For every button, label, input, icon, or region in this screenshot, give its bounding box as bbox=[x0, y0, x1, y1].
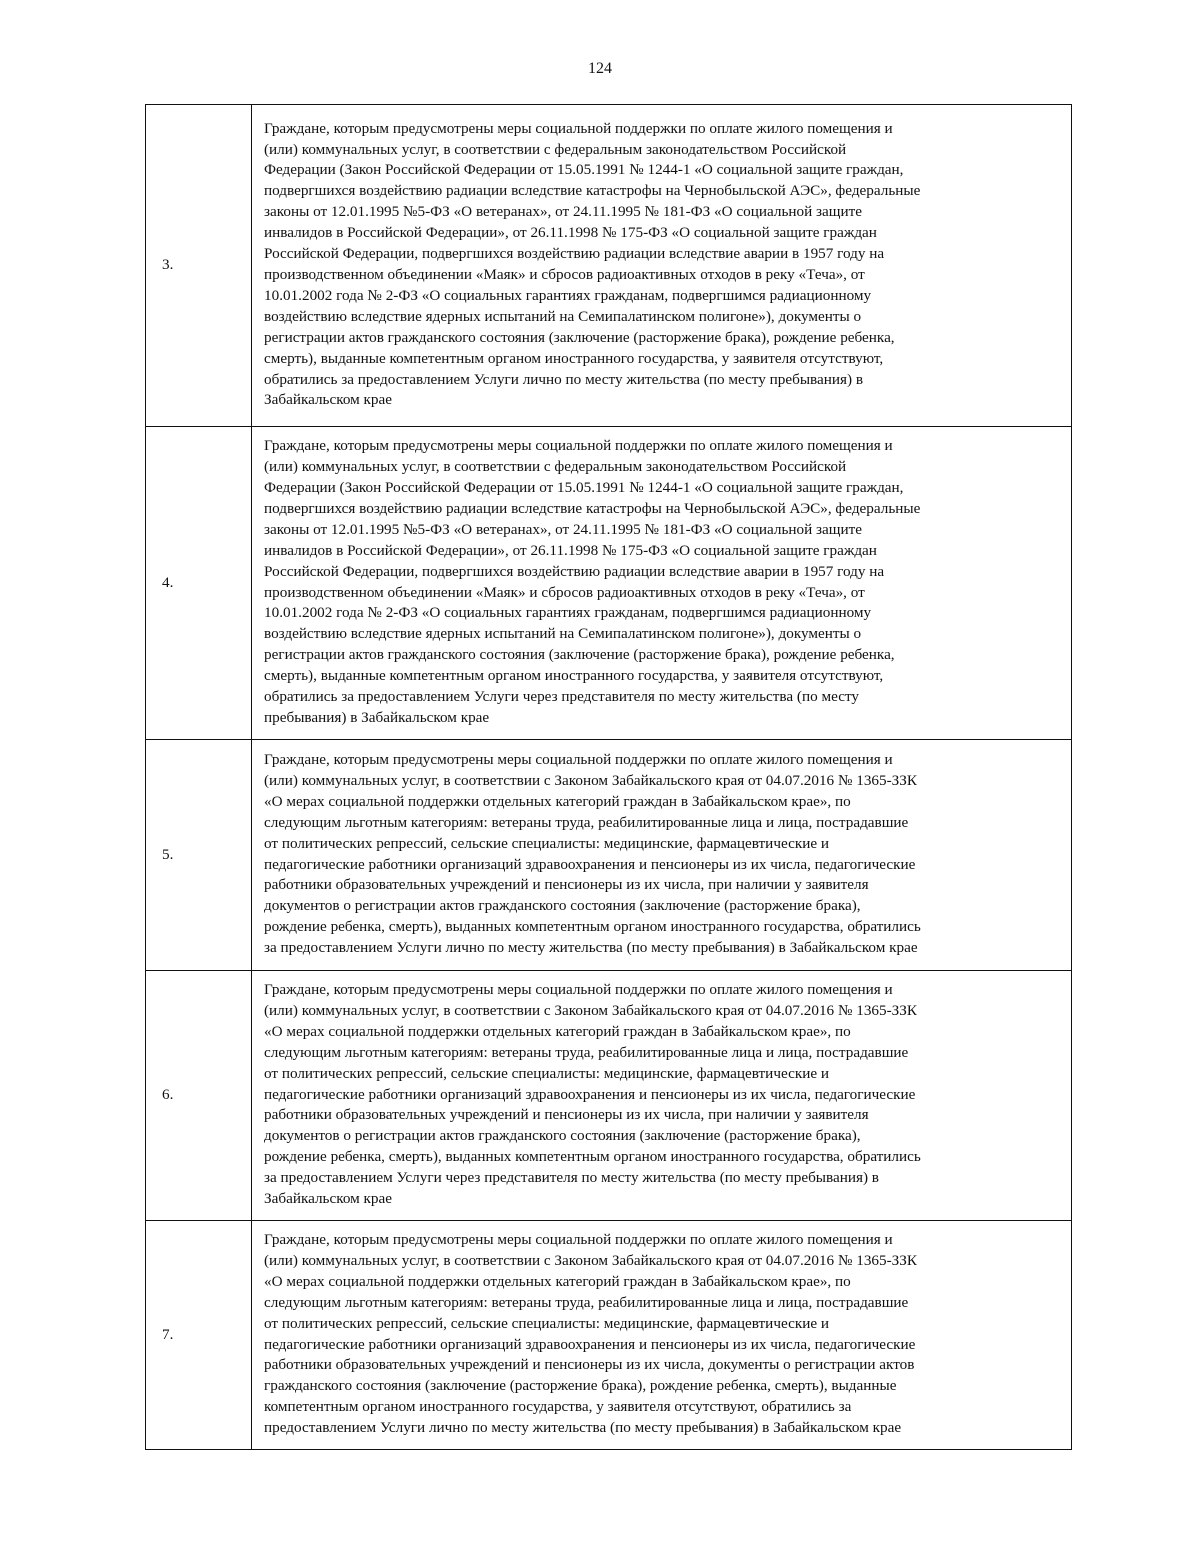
description-line: следующим льготным категориям: ветераны труда, реабилитированные лица и лица, пострадавшие bbox=[264, 1043, 909, 1061]
description-line: 10.01.2002 года № 2-ФЗ «О социальных гарантиях гражданам, подвергшимся радиационному bbox=[264, 604, 872, 622]
table-row bbox=[146, 740, 1072, 971]
description-line: рождение ребенка, смерть), выданных компетентным органом иностранного государства, обратились bbox=[264, 918, 921, 936]
description-line: работники образовательных учреждений и пенсионеры из их числа, при наличии у заявителя bbox=[264, 1106, 869, 1124]
description-line: инвалидов в Российской Федерации», от 26.11.1998 № 175-ФЗ «О социальной защите граждан bbox=[264, 541, 877, 559]
categories-table bbox=[145, 104, 1072, 1450]
description-line: инвалидов в Российской Федерации», от 26.11.1998 № 175-ФЗ «О социальной защите граждан bbox=[264, 224, 877, 242]
description-line: «О мерах социальной поддержки отдельных категорий граждан в Забайкальском крае», по bbox=[264, 1022, 851, 1040]
description-line: пребывания) в Забайкальском крае bbox=[264, 708, 490, 726]
description-line: рождение ребенка, смерть), выданных компетентным органом иностранного государства, обратились bbox=[264, 1148, 921, 1166]
description-line: компетентным органом иностранного государства, у заявителя отсутствуют, обратились за bbox=[264, 1398, 852, 1416]
description-line: педагогические работники организаций здравоохранения и пенсионеры из их числа, педагогические bbox=[264, 1085, 916, 1103]
description-line: педагогические работники организаций здравоохранения и пенсионеры из их числа, педагогические bbox=[264, 855, 916, 873]
description-line: Граждане, которым предусмотрены меры социальной поддержки по оплате жилого помещения и bbox=[264, 981, 893, 999]
description-line: Российской Федерации, подвергшихся воздействию радиации вследствие аварии в 1957 году на bbox=[264, 245, 885, 263]
row-description bbox=[252, 1221, 1072, 1450]
table-row bbox=[146, 427, 1072, 740]
description-line: 10.01.2002 года № 2-ФЗ «О социальных гарантиях гражданам, подвергшимся радиационному bbox=[264, 286, 872, 304]
description-line: Федерации (Закон Российской Федерации от 15.05.1991 № 1244-1 «О социальной защите граждан, bbox=[264, 161, 904, 179]
description-line: Граждане, которым предусмотрены меры социальной поддержки по оплате жилого помещения и bbox=[264, 437, 893, 455]
description-line: производственном объединении «Маяк» и сбросов радиоактивных отходов в реку «Теча», от bbox=[264, 583, 865, 601]
description-line: педагогические работники организаций здравоохранения и пенсионеры из их числа, педагогические bbox=[264, 1335, 916, 1353]
row-number: 5. bbox=[146, 740, 252, 971]
description-line: воздействию вследствие ядерных испытаний на Семипалатинском полигоне»), документы о bbox=[264, 625, 862, 643]
description-line: Федерации (Закон Российской Федерации от 15.05.1991 № 1244-1 «О социальной защите граждан, bbox=[264, 478, 904, 496]
table-row bbox=[146, 1221, 1072, 1450]
description-line: «О мерах социальной поддержки отдельных категорий граждан в Забайкальском крае», по bbox=[264, 1272, 851, 1290]
page-number: 124 bbox=[588, 60, 612, 77]
description-line: (или) коммунальных услуг, в соответствии с федеральным законодательством Российской bbox=[264, 140, 847, 158]
table-row bbox=[146, 105, 1072, 427]
description-line: следующим льготным категориям: ветераны труда, реабилитированные лица и лица, пострадавшие bbox=[264, 813, 909, 831]
description-line: «О мерах социальной поддержки отдельных категорий граждан в Забайкальском крае», по bbox=[264, 792, 851, 810]
description-line: подвергшихся воздействию радиации вследствие катастрофы на Чернобыльской АЭС», федеральные bbox=[264, 499, 921, 517]
description-line: производственном объединении «Маяк» и сбросов радиоактивных отходов в реку «Теча», от bbox=[264, 266, 865, 283]
description-line: Забайкальском крае bbox=[264, 391, 392, 409]
description-line: Граждане, которым предусмотрены меры социальной поддержки по оплате жилого помещения и bbox=[264, 119, 893, 137]
description-line: за предоставлением Услуги лично по месту жительства (по месту пребывания) в Забайкальском крае bbox=[264, 939, 918, 957]
description-line: документов о регистрации актов гражданского состояния (заключение (расторжение брака), bbox=[264, 897, 861, 915]
description-line: от политических репрессий, сельские специалисты: медицинские, фармацевтические и bbox=[264, 1064, 829, 1082]
description-line: (или) коммунальных услуг, в соответствии с Законом Забайкальского края от 04.07.2016 № 1365-ЗЗК bbox=[264, 1251, 918, 1269]
description-line: гражданского состояния (заключение (расторжение брака), рождение ребенка, смерть), выданные bbox=[264, 1377, 897, 1395]
description-line: смерть), выданные компетентным органом иностранного государства, у заявителя отсутствуют, bbox=[264, 349, 884, 367]
description-line: обратились за предоставлением Услуги лично по месту жительства (по месту пребывания) в bbox=[264, 370, 864, 388]
row-number: 7. bbox=[146, 1221, 252, 1450]
description-line: регистрации актов гражданского состояния (заключение (расторжение брака), рождение ребенка, bbox=[264, 646, 895, 664]
description-line: Граждане, которым предусмотрены меры социальной поддержки по оплате жилого помещения и bbox=[264, 750, 893, 768]
description-line: (или) коммунальных услуг, в соответствии с Законом Забайкальского края от 04.07.2016 № 1365-ЗЗК bbox=[264, 771, 918, 789]
description-line: предоставлением Услуги лично по месту жительства (по месту пребывания) в Забайкальском крае bbox=[264, 1419, 902, 1437]
description-line: от политических репрессий, сельские специалисты: медицинские, фармацевтические и bbox=[264, 834, 829, 852]
description-line: обратились за предоставлением Услуги через представителя по месту жительства (по месту bbox=[264, 688, 860, 706]
description-line: подвергшихся воздействию радиации вследствие катастрофы на Чернобыльской АЭС», федеральные bbox=[264, 182, 921, 200]
description-line: регистрации актов гражданского состояния (заключение (расторжение брака), рождение ребенка, bbox=[264, 328, 895, 346]
row-number: 3. bbox=[146, 105, 252, 427]
table-row bbox=[146, 971, 1072, 1221]
description-line: за предоставлением Услуги через представителя по месту жительства (по месту пребывания) в bbox=[264, 1169, 879, 1187]
description-line: (или) коммунальных услуг, в соответствии с Законом Забайкальского края от 04.07.2016 № 1365-ЗЗК bbox=[264, 1001, 918, 1019]
description-line: следующим льготным категориям: ветераны труда, реабилитированные лица и лица, пострадавшие bbox=[264, 1293, 909, 1311]
description-line: законы от 12.01.1995 №5-ФЗ «О ветеранах», от 24.11.1995 № 181-ФЗ «О социальной защите bbox=[264, 203, 862, 221]
row-description bbox=[252, 105, 1072, 427]
row-number: 6. bbox=[146, 971, 252, 1221]
description-line: Граждане, которым предусмотрены меры социальной поддержки по оплате жилого помещения и bbox=[264, 1230, 893, 1248]
description-line: смерть), выданные компетентным органом иностранного государства, у заявителя отсутствуют, bbox=[264, 667, 884, 685]
description-line: воздействию вследствие ядерных испытаний на Семипалатинском полигоне»), документы о bbox=[264, 307, 862, 325]
description-line: (или) коммунальных услуг, в соответствии с федеральным законодательством Российской bbox=[264, 458, 847, 476]
description-line: Российской Федерации, подвергшихся воздействию радиации вследствие аварии в 1957 году на bbox=[264, 562, 885, 580]
description-line: Забайкальском крае bbox=[264, 1190, 392, 1208]
description-line: документов о регистрации актов гражданского состояния (заключение (расторжение брака), bbox=[264, 1127, 861, 1145]
description-line: работники образовательных учреждений и пенсионеры из их числа, при наличии у заявителя bbox=[264, 876, 869, 894]
row-description bbox=[252, 427, 1072, 740]
row-description bbox=[252, 740, 1072, 971]
row-number: 4. bbox=[146, 427, 252, 740]
description-line: от политических репрессий, сельские специалисты: медицинские, фармацевтические и bbox=[264, 1314, 829, 1332]
description-line: законы от 12.01.1995 №5-ФЗ «О ветеранах», от 24.11.1995 № 181-ФЗ «О социальной защите bbox=[264, 520, 862, 538]
row-description bbox=[252, 971, 1072, 1221]
description-line: работники образовательных учреждений и пенсионеры из их числа, документы о регистрации актов bbox=[264, 1356, 915, 1374]
